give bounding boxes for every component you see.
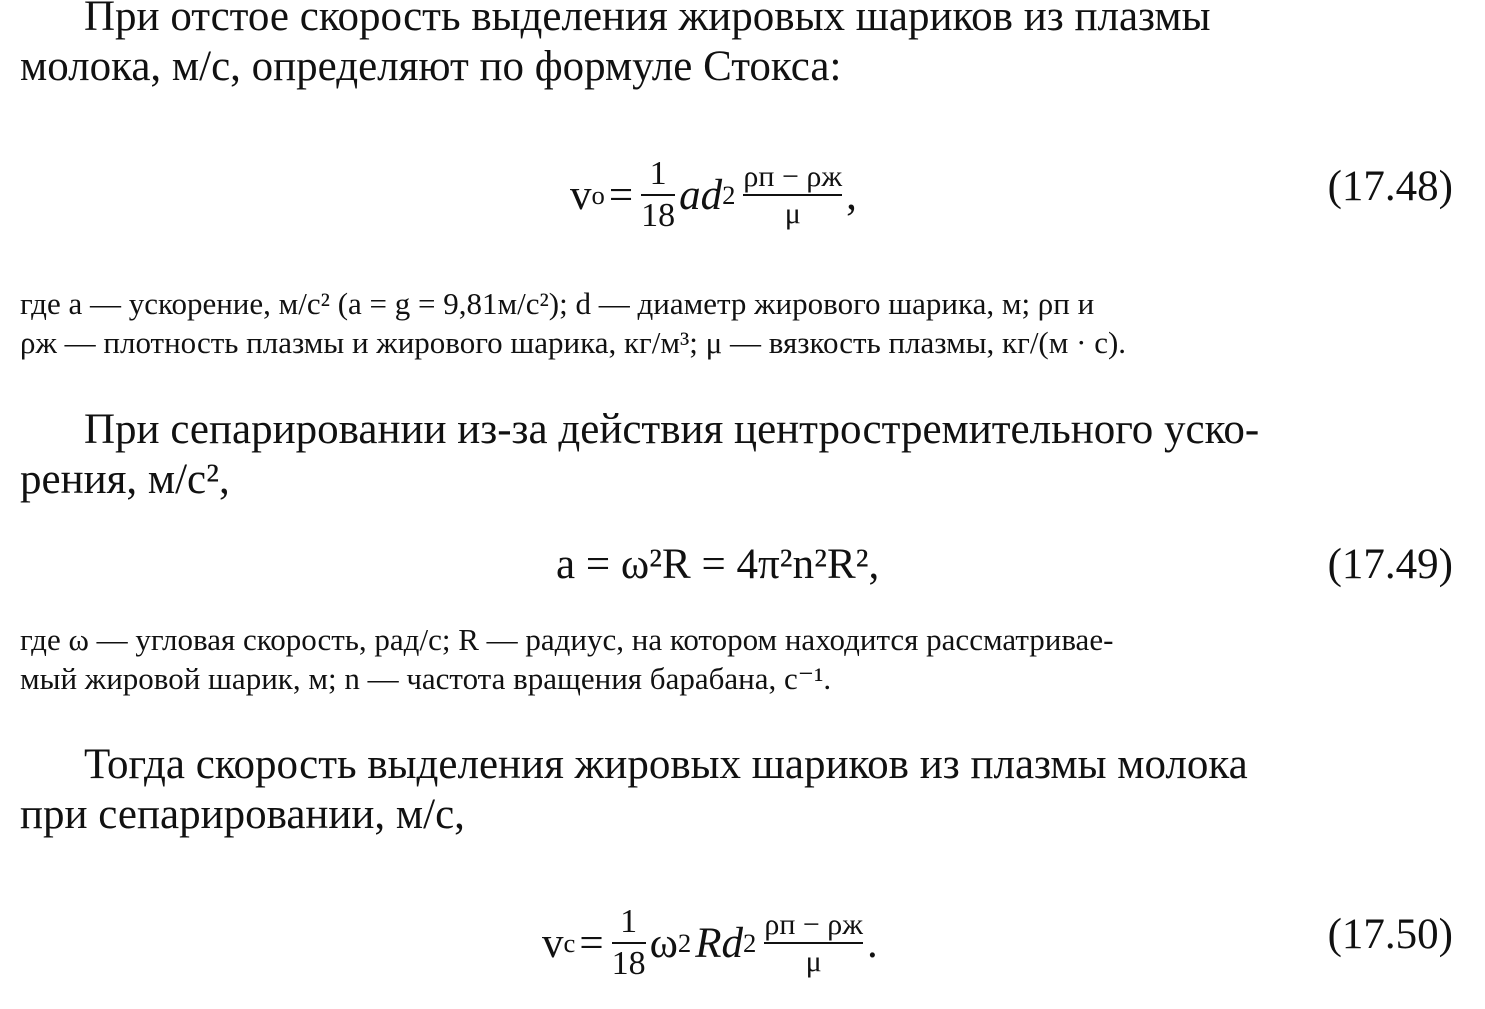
fraction-density-viscosity xyxy=(764,909,863,978)
where-block-stokes xyxy=(20,284,1460,362)
fraction-denominator: μ xyxy=(784,197,801,230)
equation-body: a = ω²R = 4π²n²R², xyxy=(556,541,880,588)
fraction-bar xyxy=(641,194,675,196)
term-ad: ad xyxy=(679,171,723,219)
fraction-denominator: 18 xyxy=(641,197,676,234)
fraction-one-eighteenth xyxy=(612,904,646,981)
equals-sign: = xyxy=(579,919,604,967)
paragraph-line: Тогда скорость выделения жировых шариков из плазмы молока xyxy=(84,741,1248,788)
paragraph-line: При отстое скорость выделения жировых шариков из плазмы xyxy=(84,0,1211,40)
fraction-numerator: 1 xyxy=(649,155,667,193)
paragraph-line: молока, м/с, определяют по формуле Стокса: xyxy=(20,43,842,90)
equation-punctuation: . xyxy=(867,919,878,967)
equation-number: (17.50) xyxy=(1327,911,1453,958)
equation-number: (17.48) xyxy=(1327,163,1453,210)
equation-17-48 xyxy=(0,140,1485,250)
paragraph-result xyxy=(20,740,1460,840)
term-rd: Rd xyxy=(695,919,744,967)
velocity-symbol: v xyxy=(542,919,564,967)
omega-symbol: ω xyxy=(649,919,678,967)
paragraph-line: рения, м/с², xyxy=(20,456,230,503)
equation-punctuation: , xyxy=(846,171,857,219)
velocity-symbol: v xyxy=(570,171,592,219)
where-line: ρж — плотность плазмы и жирового шарика, кг/м³; μ — вязкость плазмы, кг/(м · с). xyxy=(20,325,1127,360)
where-line: где a — ускорение, м/с² (a = g = 9,81м/с²); d — диаметр жирового шарика, м; ρп и xyxy=(20,286,1095,321)
equation-17-50 xyxy=(0,888,1485,998)
fraction-bar xyxy=(612,942,646,944)
equation-body: v с = $\frac{1}{18}$ ω 2 Rd 2 $\frac{\rho п - \rho ж}{\mu}$ . xyxy=(542,903,878,982)
paragraph-settling xyxy=(20,0,1460,92)
equation-17-49 xyxy=(0,540,1485,596)
equation-number: (17.49) xyxy=(1327,541,1453,588)
fraction-numerator: 1 xyxy=(620,903,638,941)
where-block-acceleration xyxy=(20,620,1460,698)
equation-body: v о = $\frac{1}{18}$ ad 2 $\frac{\rho п - \rho ж}{\mu}$ , xyxy=(570,155,857,234)
fraction-denominator: μ xyxy=(805,945,822,978)
paragraph-line: При сепарировании из-за действия центростремительного уско- xyxy=(84,406,1260,453)
where-line: где ω — угловая скорость, рад/с; R — радиус, на котором находится рассматривае- xyxy=(20,622,1114,657)
where-line: мый жировой шарик, м; n — частота вращения барабана, с⁻¹. xyxy=(20,661,832,696)
paragraph-line: при сепарировании, м/с, xyxy=(20,791,465,838)
paragraph-separation xyxy=(20,405,1460,505)
fraction-denominator: 18 xyxy=(611,945,646,982)
fraction-numerator: ρп − ρж xyxy=(764,907,864,941)
fraction-density-viscosity xyxy=(743,161,842,230)
fraction-bar xyxy=(764,942,863,944)
equals-sign: = xyxy=(608,171,634,219)
fraction-bar xyxy=(743,194,842,196)
fraction-one-eighteenth xyxy=(641,156,675,233)
fraction-numerator: ρп − ρж xyxy=(743,159,843,193)
